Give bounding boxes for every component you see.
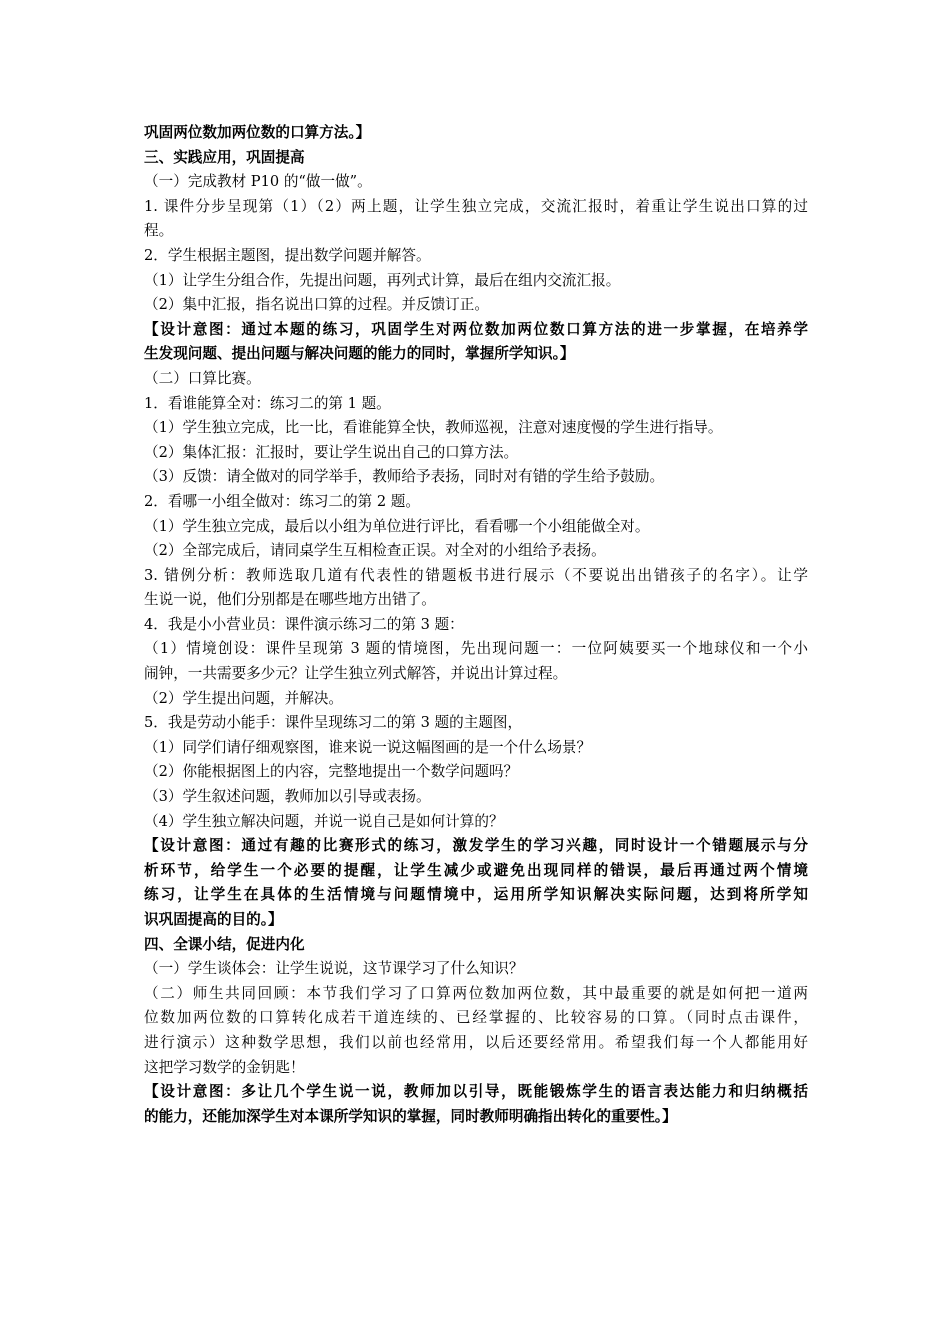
paragraph-line: （1）同学们请仔细观察图，谁来说一说这幅图画的是一个什么场景？ (144, 738, 592, 756)
bold-paragraph-line: 【设计意图：通过有趣的比赛形式的练习，激发学生的学习兴趣，同时设计一个错题展示与分 (144, 837, 808, 855)
paragraph-line: （2）学生提出问题，并解决。 (144, 689, 344, 707)
bold-paragraph-line: 析环节，给学生一个必要的提醒，让学生减少或避免出现同样的错误，最后再通过两个情境 (144, 861, 808, 879)
paragraph-line: 程。 (144, 222, 174, 240)
bold-paragraph-line: 【设计意图：多让几个学生说一说，教师加以引导，既能锻炼学生的语言表达能力和归纳概括 (144, 1083, 808, 1101)
paragraph-line: 5．我是劳动小能手：课件呈现练习二的第 3 题的主题图， (144, 714, 523, 732)
bold-paragraph-line: 四、全课小结，促进内化 (144, 935, 305, 953)
bold-paragraph-line: 巩固两位数加两位数的口算方法。】 (144, 124, 371, 141)
paragraph-line: （1）学生独立完成，最后以小组为单位进行评比，看看哪一个小组能做全对。 (144, 517, 650, 535)
paragraph-line: （1）情境创设：课件呈现第 3 题的情境图，先出现问题一：一位阿姨要买一个地球仪和一个小 (144, 640, 808, 658)
bold-paragraph-line: 练习，让学生在具体的生活情境与问题情境中，运用所学知识解决实际问题，达到将所学知 (144, 886, 808, 904)
paragraph-line: 4．我是小小营业员：课件演示练习二的第 3 题： (144, 615, 464, 633)
paragraph-line: （一）完成教材 P10 的“做一做”。 (144, 173, 372, 191)
paragraph-line: （4）学生独立解决问题，并说一说自己是如何计算的？ (144, 812, 504, 830)
paragraph-line: （2）你能根据图上的内容，完整地提出一个数学问题吗？ (144, 763, 519, 781)
paragraph-line: （二）口算比赛。 (144, 369, 261, 387)
paragraph-line: 3. 错例分析：教师选取几道有代表性的错题板书进行展示（不要说出出错孩子的名字）。让学 (144, 566, 808, 584)
document-body (144, 121, 808, 1129)
paragraph-line: 2．看哪一小组全做对：练习二的第 2 题。 (144, 492, 420, 510)
paragraph-line: 1. 课件分步呈现第（1）（2）两上题，让学生独立完成，交流汇报时，着重让学生说出口算的过 (144, 197, 808, 215)
paragraph-line: （2）集体汇报：汇报时，要让学生说出自己的口算方法。 (144, 443, 519, 461)
bold-paragraph-line: 生发现问题、提出问题与解决问题的能力的同时，掌握所学知识。】 (144, 345, 575, 363)
paragraph-line: （2）全部完成后，请同桌学生互相检查正误。对全对的小组给予表扬。 (144, 542, 606, 560)
paragraph-line: 1．看谁能算全对：练习二的第 1 题。 (144, 394, 391, 412)
paragraph-line: （二）师生共同回顾：本节我们学习了口算两位数加两位数，其中最重要的就是如何把一道两 (144, 984, 808, 1002)
paragraph-line: 进行演示）这种数学思想，我们以前也经常用，以后还要经常用。希望我们每一个人都能用好 (144, 1033, 808, 1051)
paragraph-line: 闹钟，一共需要多少元？让学生独立列式解答，并说出计算过程。 (144, 665, 568, 683)
paragraph-line: 生说一说，他们分别都是在哪些地方出错了。 (144, 591, 436, 609)
bold-paragraph-line: 识巩固提高的目的。】 (144, 911, 283, 928)
paragraph-line: （2）集中汇报，指名说出口算的过程。并反馈订正。 (144, 296, 489, 314)
paragraph-line: （1）学生独立完成，比一比，看谁能算全快，教师巡视，注意对速度慢的学生进行指导。 (144, 419, 723, 437)
paragraph-line: 这把学习数学的金钥匙！ (144, 1058, 305, 1076)
paragraph-line: （3）学生叙述问题，教师加以引导或表扬。 (144, 788, 431, 806)
bold-paragraph-line: 【设计意图：通过本题的练习，巩固学生对两位数加两位数口算方法的进一步掌握，在培养学 (144, 320, 808, 338)
paragraph-line: 2．学生根据主题图，提出数学问题并解答。 (144, 246, 431, 264)
bold-paragraph-line: 的能力，还能加深学生对本课所学知识的掌握，同时教师明确指出转化的重要性。】 (144, 1107, 677, 1125)
paragraph-line: （1）让学生分组合作，先提出问题，再列式计算，最后在组内交流汇报。 (144, 271, 621, 289)
paragraph-line: （3）反馈：请全做对的同学举手，教师给予表扬，同时对有错的学生给予鼓励。 (144, 468, 665, 486)
paragraph-line: （一）学生谈体会：让学生说说，这节课学习了什么知识？ (144, 960, 524, 978)
bold-paragraph-line: 三、实践应用，巩固提高 (144, 148, 305, 166)
paragraph-line: 位数加两位数的口算转化成若干道连续的、已经掌握的、比较容易的口算。（同时点击课件， (144, 1009, 808, 1027)
